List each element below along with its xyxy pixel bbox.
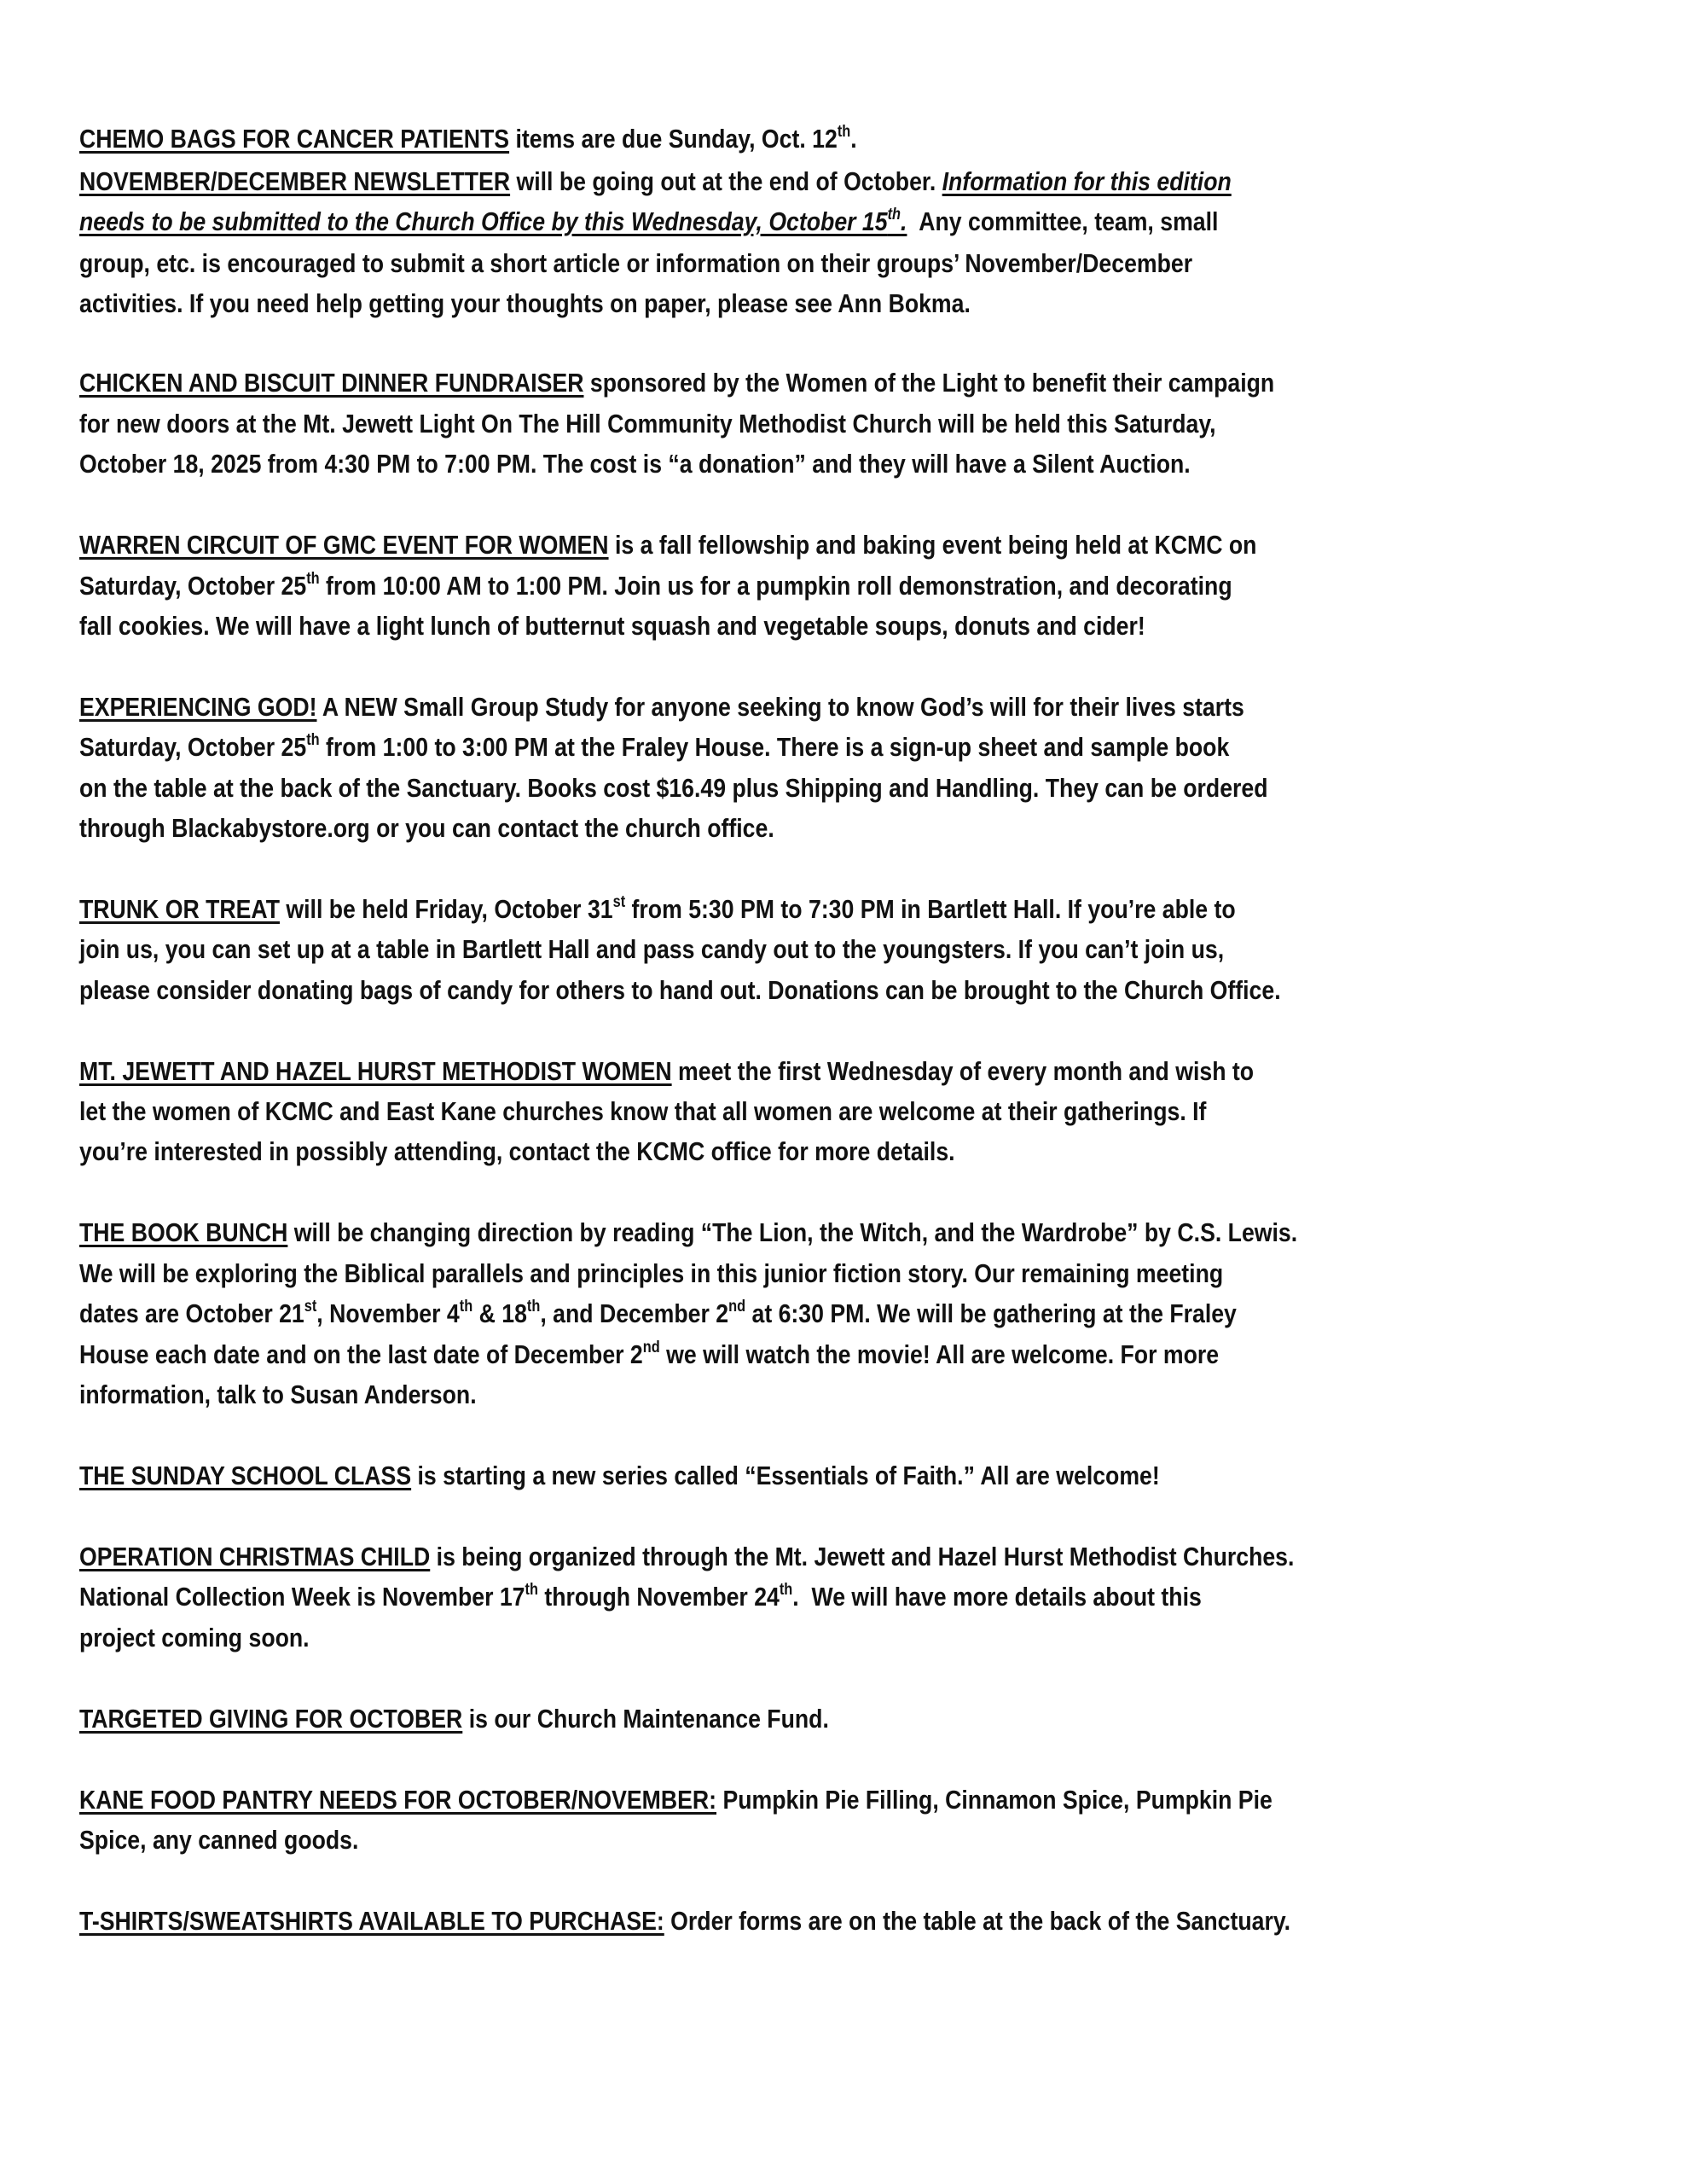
body-text: at 6:30 PM. We will be gathering at the Fraley [745, 1298, 1237, 1328]
body-line: let the women of KCMC and East Kane churches know that all women are welcome at their gatherings. If [79, 1096, 1207, 1126]
emphasis-text: needs to be submitted to the Church Office by this Wednesday, October 15 [79, 206, 888, 236]
body-line: project coming soon. [79, 1623, 310, 1653]
body-line [79, 1297, 1237, 1331]
superscript: th [459, 1297, 473, 1316]
body-line: Spice, any canned goods. [79, 1825, 359, 1855]
superscript: th [306, 569, 320, 588]
announcement-operation-christmas-child [79, 1540, 1294, 1574]
emphasis-text: Information for this edition [942, 166, 1232, 196]
superscript: th [837, 122, 851, 141]
announcement-methodist-women [79, 1054, 1254, 1089]
body-line: group, etc. is encouraged to submit a short article or information on their groups’ November/December [79, 248, 1193, 278]
superscript: th [887, 205, 901, 224]
superscript: th [779, 1580, 793, 1599]
body-line: for new doors at the Mt. Jewett Light On The Hill Community Methodist Church will be held this Saturday, [79, 409, 1216, 439]
body-text: meet the first Wednesday of every month and wish to [671, 1056, 1255, 1086]
body-text: A NEW Small Group Study for anyone seeking to know God’s will for their lives starts [316, 692, 1244, 722]
superscript: nd [728, 1297, 746, 1316]
heading: CHEMO BAGS FOR CANCER PATIENTS [79, 124, 510, 154]
announcement-newsletter-line [79, 205, 1218, 239]
announcement-chicken-dinner [79, 366, 1274, 400]
body-text: National Collection Week is November 17 [79, 1582, 525, 1612]
body-text: items are due Sunday, Oct. 12 [509, 124, 838, 154]
body-text: Saturday, October 25 [79, 732, 307, 762]
body-text: from 5:30 PM to 7:30 PM in Bartlett Hall. If you’re able to [625, 894, 1236, 924]
body-text: is a fall fellowship and baking event being held at KCMC on [608, 530, 1257, 560]
body-text: , November 4 [316, 1298, 460, 1328]
body-text: & 18 [472, 1298, 527, 1328]
body-line: October 18, 2025 from 4:30 PM to 7:00 PM. The cost is “a donation” and they will have a Silent Auction. [79, 449, 1191, 479]
body-text: House each date and on the last date of December 2 [79, 1339, 643, 1369]
body-line: please consider donating bags of candy for others to hand out. Donations can be brought to the Church Office. [79, 975, 1281, 1005]
superscript: th [526, 1297, 541, 1316]
heading: KANE FOOD PANTRY NEEDS FOR OCTOBER/NOVEMBER: [79, 1785, 717, 1815]
body-line: activities. If you need help getting your thoughts on paper, please see Ann Bokma. [79, 288, 971, 318]
body-line: on the table at the back of the Sanctuary. Books cost $16.49 plus Shipping and Handling. They can be ordered [79, 773, 1268, 803]
body-text: will be held Friday, October 31 [279, 894, 613, 924]
body-text: we will watch the movie! All are welcome. For more [659, 1339, 1220, 1369]
body-text: from 10:00 AM to 1:00 PM. Join us for a pumpkin roll demonstration, and decorating [319, 571, 1232, 601]
announcement-newsletter [79, 165, 1232, 199]
body-line: fall cookies. We will have a light lunch of butternut squash and vegetable soups, donuts and cider! [79, 611, 1145, 641]
body-text: Saturday, October 25 [79, 571, 307, 601]
announcement-chemo-bags [79, 122, 857, 156]
announcement-food-pantry [79, 1783, 1272, 1817]
announcement-warren-circuit [79, 528, 1256, 562]
superscript: nd [642, 1338, 660, 1356]
body-line: information, talk to Susan Anderson. [79, 1380, 477, 1409]
body-text: Order forms are on the table at the back of the Sanctuary. [664, 1906, 1291, 1936]
body-line [79, 569, 1232, 603]
heading: WARREN CIRCUIT OF GMC EVENT FOR WOMEN [79, 530, 609, 560]
announcement-experiencing-god [79, 690, 1244, 724]
body-line [79, 730, 1229, 764]
body-text: is starting a new series called “Essentials of Faith.” All are welcome! [411, 1461, 1160, 1490]
heading: TRUNK OR TREAT [79, 894, 280, 924]
body-text: . We will have more details about this [792, 1582, 1202, 1612]
body-text: . [850, 124, 857, 154]
body-line [79, 1338, 1219, 1372]
announcement-sunday-school [79, 1459, 1160, 1493]
heading: T-SHIRTS/SWEATSHIRTS AVAILABLE TO PURCHASE: [79, 1906, 664, 1936]
body-line [79, 1580, 1202, 1614]
announcement-targeted-giving [79, 1702, 829, 1736]
heading: OPERATION CHRISTMAS CHILD [79, 1542, 431, 1571]
announcement-tshirts [79, 1904, 1290, 1938]
emphasis-text: . [901, 206, 907, 236]
body-line: through Blackabystore.org or you can contact the church office. [79, 813, 774, 843]
body-text: , and December 2 [540, 1298, 729, 1328]
superscript: st [612, 892, 626, 911]
body-text: Any committee, team, small [907, 206, 1219, 236]
body-line: join us, you can set up at a table in Bartlett Hall and pass candy out to the youngsters. If you can’t join us, [79, 934, 1225, 964]
body-text: from 1:00 to 3:00 PM at the Fraley House. There is a sign-up sheet and sample book [319, 732, 1230, 762]
body-text: dates are October 21 [79, 1298, 304, 1328]
heading: TARGETED GIVING FOR OCTOBER [79, 1704, 463, 1734]
body-text: Pumpkin Pie Filling, Cinnamon Spice, Pumpkin Pie [716, 1785, 1272, 1815]
announcement-trunk-or-treat [79, 892, 1236, 926]
heading: CHICKEN AND BISCUIT DINNER FUNDRAISER [79, 368, 584, 398]
body-line: you’re interested in possibly attending, contact the KCMC office for more details. [79, 1136, 955, 1166]
heading: EXPERIENCING GOD! [79, 692, 317, 722]
body-text: is our Church Maintenance Fund. [462, 1704, 829, 1734]
heading: MT. JEWETT AND HAZEL HURST METHODIST WOMEN [79, 1056, 672, 1086]
body-text: will be going out at the end of October. [510, 166, 942, 196]
body-text: is being organized through the Mt. Jewett and Hazel Hurst Methodist Churches. [430, 1542, 1295, 1571]
heading: THE SUNDAY SCHOOL CLASS [79, 1461, 412, 1490]
body-text: will be changing direction by reading “The Lion, the Witch, and the Wardrobe” by C.S. Lewis. [287, 1217, 1298, 1247]
heading: THE BOOK BUNCH [79, 1217, 288, 1247]
superscript: th [525, 1580, 538, 1599]
body-text: sponsored by the Women of the Light to benefit their campaign [583, 368, 1275, 398]
superscript: st [304, 1297, 317, 1316]
body-text: through November 24 [537, 1582, 780, 1612]
body-line: We will be exploring the Biblical parallels and principles in this junior fiction story. Our remaining meeting [79, 1258, 1224, 1288]
superscript: th [306, 730, 320, 749]
announcement-book-bunch [79, 1216, 1297, 1250]
heading: NOVEMBER/DECEMBER NEWSLETTER [79, 166, 511, 196]
